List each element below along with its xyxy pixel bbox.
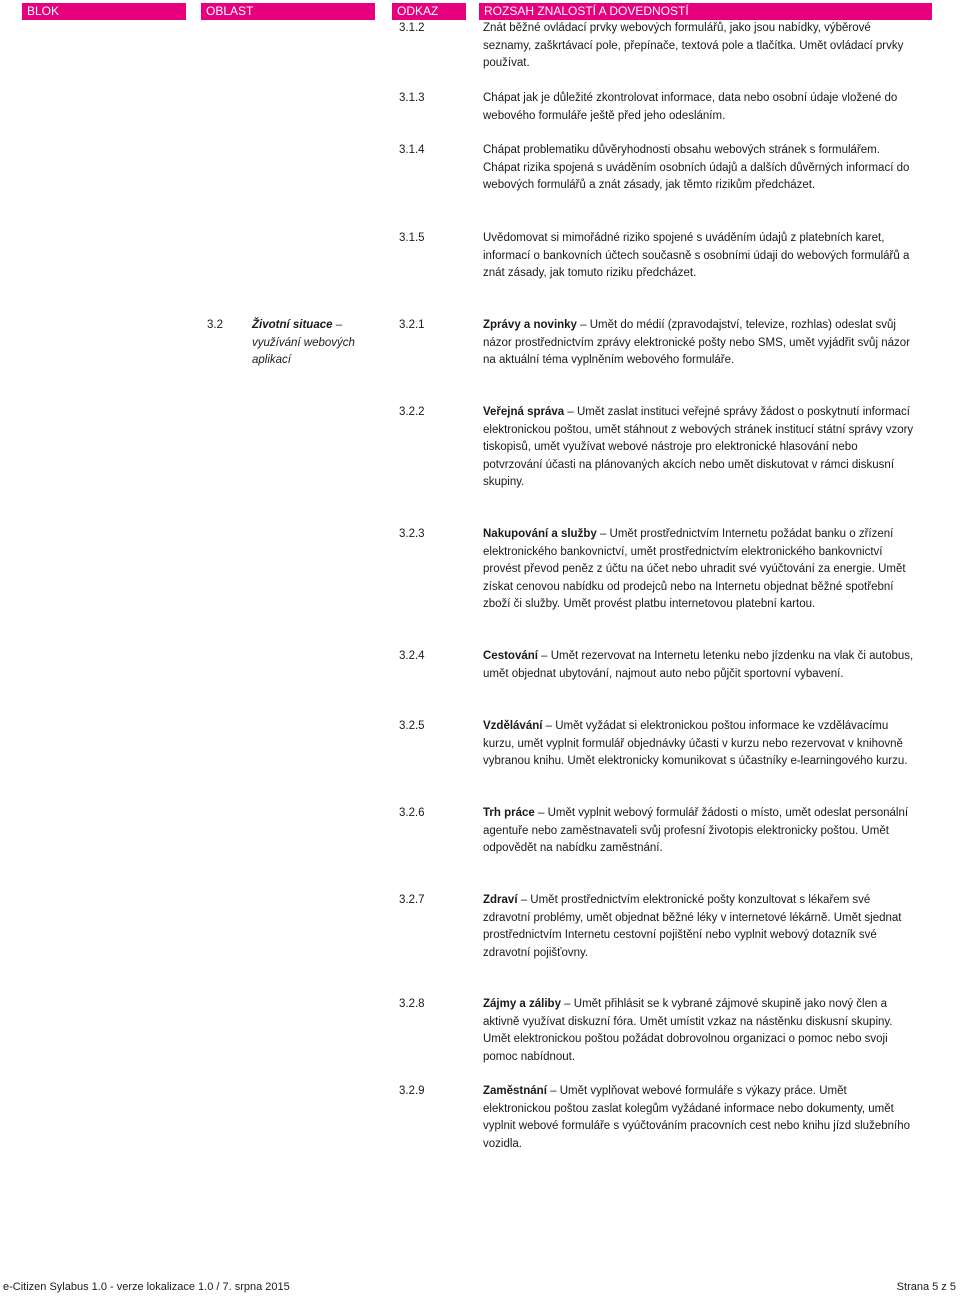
item-code: 3.2.9 — [399, 1085, 425, 1097]
section-number: 3.2 — [207, 319, 223, 331]
item-text: Zaměstnání – Umět vyplňovat webové formuláře s výkazy práce. Umět elektronickou poštou zaslat kolegům vyžádané informace nebo dokumenty, umět vyplnit webové formuláře s vyúčtováním pracovních cest nebo knihu jízd služebního vozidla. — [483, 1085, 910, 1150]
item-code: 3.2.2 — [399, 406, 425, 418]
item-code: 3.2.7 — [399, 894, 425, 906]
item-code: 3.1.3 — [399, 92, 425, 104]
item-text: Znát běžné ovládací prvky webových formulářů, jako jsou nabídky, výběrové seznamy, zaškrtávací pole, přepínače, textová pole a tlačítka. Umět ovládací prvky používat. — [483, 22, 904, 69]
section-title-bold: Životní situace — [252, 319, 333, 331]
item-code: 3.1.2 — [399, 22, 425, 34]
item-code: 3.2.4 — [399, 650, 425, 662]
item-code: 3.2.6 — [399, 807, 425, 819]
item-text: Trh práce – Umět vyplnit webový formulář žádosti o místo, umět odeslat personální agentuře nebo zaměstnavateli svůj profesní životopis elektronicky poštou. Umět odpovědět na nabídku zaměstnání. — [483, 807, 909, 854]
item-code: 3.2.8 — [399, 998, 425, 1010]
item-text: Uvědomovat si mimořádné riziko spojené s uváděním údajů z platebních karet, informací o bankovních účtech současně s osobními údaji do webových formulářů a znát zásady, jak tomuto riziku předcházet. — [483, 232, 910, 279]
item-code: 3.2.3 — [399, 528, 425, 540]
item-text: Cestování – Umět rezervovat na Internetu letenku nebo jízdenku na vlak či autobus, umět objednat ubytování, najmout auto nebo půjčit sportovní vybavení. — [483, 650, 914, 680]
item-text: Veřejná správa – Umět zaslat instituci veřejné správy žádost o poskytnutí informací elektronickou poštou, umět stáhnout z webových stránek institucí státní správy vzory tiskopisů, umět využívat webové nástroje pro elektronické hlasování nebo potvrzování účasti na plánovaných akcích nebo umět diskutovat v rámci diskusní skupiny. — [483, 406, 914, 488]
item-text: Zprávy a novinky – Umět do médií (zpravodajství, televize, rozhlas) odeslat svůj názor prostřednictvím zprávy elektronické pošty nebo SMS, umět vyjádřit svůj názor na aktuální téma vyplněním webového formuláře. — [483, 319, 910, 366]
footer-page-number: Strana 5 z 5 — [896, 1281, 956, 1293]
section-title-rest: – využívání webových aplikací — [252, 319, 355, 366]
item-code: 3.2.5 — [399, 720, 425, 732]
item-text: Chápat jak je důležité zkontrolovat informace, data nebo osobní údaje vložené do webového formuláře ještě před jeho odesláním. — [483, 92, 898, 122]
header-odkaz: ODKAZ — [392, 3, 466, 20]
footer-left: e-Citizen Sylabus 1.0 - verze lokalizace 1.0 / 7. srpna 2015 — [3, 1281, 290, 1293]
item-text: Nakupování a služby – Umět prostřednictvím Internetu požádat banku o zřízení elektronického bankovnictví, umět prostřednictvím elektronického bankovnictví provést převod peněz z účtu na účet nebo uhradit své vyúčtování za energie. Umět získat cenovou nabídku od prodejců nebo na Internetu objednat běžné spotřební zboží či služby. Umět provést platbu internetovou platební kartou. — [483, 528, 906, 610]
item-text: Zájmy a záliby – Umět přihlásit se k vybrané zájmové skupině jako nový člen a aktivně využívat diskuzní fóra. Umět umístit vzkaz na nástěnku diskusní skupiny. Umět elektronickou poštou požádat dobrovolnou organizaci o pomoc nebo svoji pomoc nabídnout. — [483, 998, 893, 1063]
header-oblast: OBLAST — [201, 3, 375, 20]
item-text: Zdraví – Umět prostřednictvím elektronické pošty konzultovat s lékařem své zdravotní problémy, umět objednat běžné léky v internetové lékárně. Umět sjednat prostřednictvím Internetu cestovní pojištění nebo vyplnit webový dotazník své zdravotní pojišťovny. — [483, 894, 902, 959]
item-code: 3.1.4 — [399, 144, 425, 156]
header-rozsah: ROZSAH ZNALOSTÍ A DOVEDNOSTÍ — [479, 3, 932, 20]
header-blok: BLOK — [22, 3, 186, 20]
item-code: 3.2.1 — [399, 319, 425, 331]
item-text: Vzdělávání – Umět vyžádat si elektronickou poštou informace ke vzdělávacímu kurzu, umět vyplnit formulář objednávky účasti v kurzu nebo rezervovat v knihovně vybranou knihu. Umět elektronicky komunikovat s účastníky e-learningového kurzu. — [483, 720, 908, 767]
section-title — [252, 317, 382, 370]
item-text: Chápat problematiku důvěryhodnosti obsahu webových stránek s formulářem. Chápat rizika spojená s uváděním osobních údajů a dalších důvěrných informací do webových formulářů a znát zásady, jak těmto rizikům předcházet. — [483, 144, 910, 191]
item-code: 3.1.5 — [399, 232, 425, 244]
